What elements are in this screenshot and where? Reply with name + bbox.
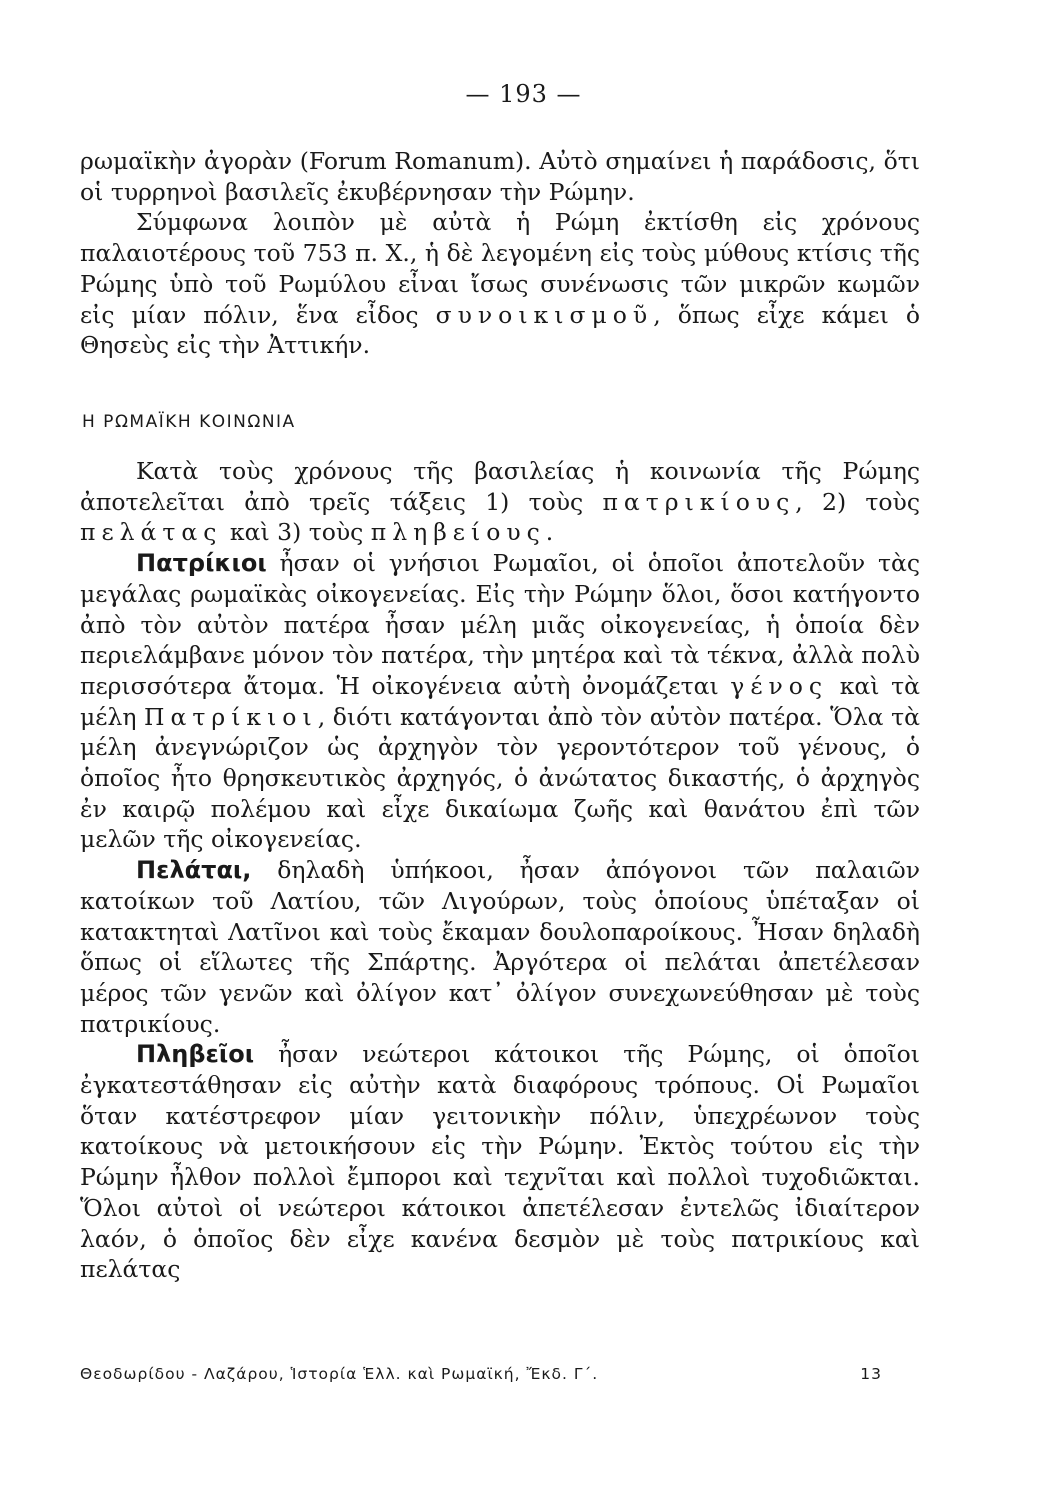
spaced-term: πληβείους <box>370 518 546 547</box>
term-plebeians: Πληβεῖοι <box>136 1040 255 1069</box>
page-number: — 193 — <box>465 80 582 108</box>
paragraph-classes: Κατὰ τοὺς χρόνους τῆς βασιλείας ἡ κοινωνία τῆς Ρώμης ἀποτελεῖται ἀπὸ τρεῖς τάξεις 1) τοὺς πατρικίους, 2) τοὺς πελάτας καὶ 3) τοὺς πληβείους. <box>80 457 920 547</box>
paragraph-plebeians: Πληβεῖοι ἦσαν νεώτεροι κάτοικοι τῆς Ρώμης, οἱ ὁποῖοι ἐγκατεστάθησαν εἰς αὐτὴν κατὰ διαφόρους τρόπους. Οἱ Ρωμαῖοι ὅταν κατέστρεφον μίαν γειτονικὴν πόλιν, ὑπεχρέωνον τοὺς κατοίκους νὰ μετοικήσουν εἰς τὴν Ρώμην. Ἐκτὸς τούτου εἰς τὴν Ρώμην ἦλθον πολλοὶ ἔμποροι καὶ τεχνῖται καὶ πολλοὶ τυχοδιῶκται. Ὅλοι αὐτοὶ οἱ νεώτεροι κάτοικοι ἀπετέλεσαν ἐντελῶς ἰδιαίτερον λαόν, ὁ ὁποῖος δὲν εἶχε κανένα δεσμὸν μὲ τοὺς πατρικίους καὶ πελάτας <box>80 1040 920 1284</box>
footer-citation: Θεοδωρίδου - Λαζάρου, Ἱστορία Ἑλλ. καὶ Ρωμαϊκή, Ἔκδ. Γ΄. <box>80 1365 599 1383</box>
spaced-term: συνοικισμοῦ <box>435 300 654 329</box>
page-footer <box>80 1365 920 1383</box>
term-patricians: Πατρίκιοι <box>136 549 267 578</box>
body-text-main <box>80 456 920 1285</box>
term-clients: Πελάται, <box>136 856 252 885</box>
section-heading: Η ΡΩΜΑΪΚΗ ΚΟΙΝΩΝΙΑ <box>82 412 296 432</box>
footer-signature: 13 <box>860 1365 882 1383</box>
spaced-term: πελάτας <box>80 518 223 547</box>
paragraph-forum: ρωμαϊκὴν ἀγορὰν (Forum Romanum). Αὐτὸ σημαίνει ἡ παράδοσις, ὅτι οἱ τυρρηνοὶ βασιλεῖς ἐκυβέρνησαν τὴν Ρώμην. <box>80 147 920 206</box>
spaced-term: γένος <box>730 671 829 700</box>
body-text-top <box>80 146 920 361</box>
paragraph-clients: Πελάται, δηλαδὴ ὑπήκοοι, ἦσαν ἀπόγονοι τῶν παλαιῶν κατοίκων τοῦ Λατίου, τῶν Λιγούρων, τοὺς ὁποίους ὑπέταξαν οἱ κατακτηταὶ Λατῖνοι καὶ τοὺς ἔκαμαν δουλοπαροίκους. Ἦσαν δηλαδὴ ὅπως οἱ εἵλωτες τῆς Σπάρτης. Ἀργότερα οἱ πελάται ἀπετέλεσαν μέρος τῶν γενῶν καὶ ὀλίγον κατ᾿ ὀλίγον συνεχωνεύθησαν μὲ τοὺς πατρικίους. <box>80 856 920 1038</box>
spaced-term: πατρικίους <box>602 487 796 516</box>
paragraph-founding: Σύμφωνα λοιπὸν μὲ αὐτὰ ἡ Ρώμη ἐκτίσθη εἰς χρόνους παλαιοτέρους τοῦ 753 π. Χ., ἡ δὲ λεγομένη εἰς τοὺς μύθους κτίσις τῆς Ρώμης ὑπὸ τοῦ Ρωμύλου εἶναι ἴσως συνένωσις τῶν μικρῶν κωμῶν εἰς μίαν πόλιν, ἕνα εἶδος συνοικισμοῦ, ὅπως εἶχε κάμει ὁ Θησεὺς εἰς τὴν Ἀττικήν. <box>80 208 920 360</box>
paragraph-patricians: Πατρίκιοι ἦσαν οἱ γνήσιοι Ρωμαῖοι, οἱ ὁποῖοι ἀποτελοῦν τὰς μεγάλας ρωμαϊκὰς οἰκογενείας. Εἰς τὴν Ρώμην ὅλοι, ὅσοι κατήγοντο ἀπὸ τὸν αὐτὸν πατέρα ἦσαν μέλη μιᾶς οἰκογενείας, ἡ ὁποία δὲν περιελάμβανε μόνον τὸν πατέρα, τὴν μητέρα καὶ τὰ τέκνα, ἀλλὰ πολὺ περισσότερα ἄτομα. Ἡ οἰκογένεια αὐτὴ ὀνομάζεται γένος καὶ τὰ μέλη Πατρίκιοι, διότι κατάγονται ἀπὸ τὸν αὐτὸν πατέρα. Ὅλα τὰ μέλη ἀνεγνώριζον ὡς ἀρχηγὸν τὸν γεροντότερον τοῦ γένους, ὁ ὁποῖος ἦτο θρησκευτικὸς ἀρχηγός, ὁ ἀνώτατος δικαστής, ὁ ἀρχηγὸς ἐν καιρῷ πολέμου καὶ εἶχε δικαίωμα ζωῆς καὶ θανάτου ἐπὶ τῶν μελῶν τῆς οἰκογενείας. <box>80 549 920 854</box>
spaced-term: Πατρίκιοι <box>144 702 318 731</box>
